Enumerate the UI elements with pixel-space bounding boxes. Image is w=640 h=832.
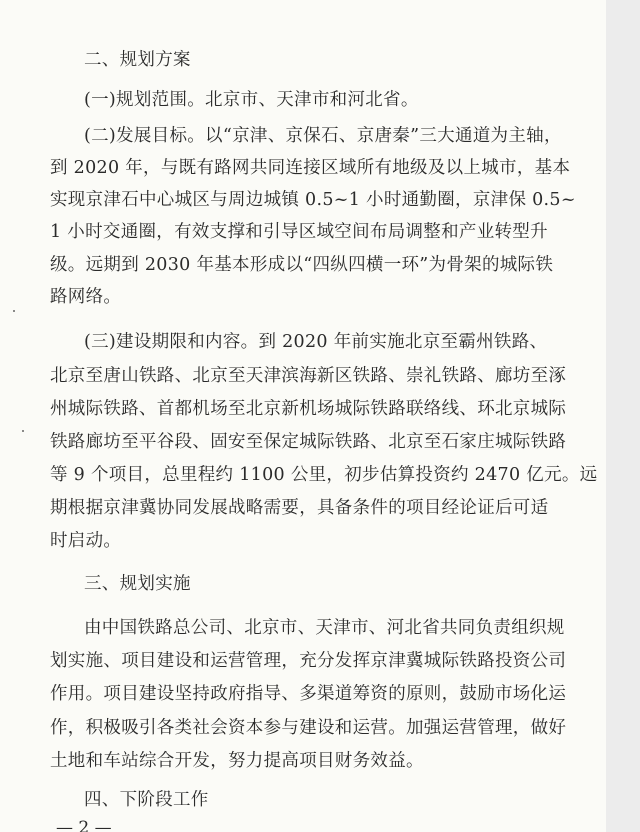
paragraph-goals-line-3: 实现京津石中心城区与周边城镇 0.5~1 小时通勤圈，京津保 0.5~	[50, 190, 576, 210]
paragraph-construction-line-3: 州城际铁路、首都机场至北京新机场城际铁路联络线、环北京城际	[50, 399, 567, 419]
paragraph-construction-line-4: 铁路廊坊至平谷段、固安至保定城际铁路、北京至石家庄城际铁路	[50, 432, 567, 452]
paragraph-goals-line-1: (二)发展目标。以“京津、京保石、京唐秦”三大通道为主轴，	[84, 126, 562, 146]
paragraph-construction-line-7: 时启动。	[50, 531, 122, 551]
paragraph-goals-line-5: 级。远期到 2030 年基本形成以“四纵四横一环”为骨架的城际铁	[50, 255, 554, 275]
scan-background-margin	[606, 0, 640, 832]
paragraph-implementation-line-5: 土地和车站综合开发，努力提高项目财务效益。	[50, 751, 424, 771]
paragraph-implementation-line-4: 作，积极吸引各类社会资本参与建设和运营。加强运营管理，做好	[50, 718, 567, 738]
section-heading-implementation: 三、规划实施	[84, 574, 191, 594]
section-heading-next-steps: 四、下阶段工作	[84, 790, 209, 810]
paragraph-implementation-line-1: 由中国铁路总公司、北京市、天津市、河北省共同负责组织规	[84, 618, 565, 638]
paragraph-construction-line-2: 北京至唐山铁路、北京至天津滨海新区铁路、崇礼铁路、廊坊至涿	[50, 366, 567, 386]
scan-speck	[22, 430, 24, 432]
paragraph-construction-line-6: 期根据京津冀协同发展战略需要，具备条件的项目经论证后可适	[50, 498, 549, 518]
paragraph-construction-line-5: 等 9 个项目，总里程约 1100 公里，初步估算投资约 2470 亿元。远	[50, 465, 598, 485]
paragraph-goals-line-4: 1 小时交通圈，有效支撑和引导区域空间布局调整和产业转型升	[50, 222, 548, 242]
paragraph-implementation-line-2: 划实施、项目建设和运营管理，充分发挥京津冀城际铁路投资公司	[50, 651, 567, 671]
paragraph-scope: (一)规划范围。北京市、天津市和河北省。	[84, 90, 419, 110]
paragraph-implementation-line-3: 作用。项目建设坚持政府指导、多渠道筹资的原则，鼓励市场化运	[50, 684, 567, 704]
scan-speck	[13, 310, 15, 312]
paragraph-goals-line-2: 到 2020 年，与既有路网共同连接区域所有地级及以上城市，基本	[50, 158, 571, 178]
paragraph-goals-line-6: 路网络。	[50, 287, 122, 307]
paragraph-construction-line-1: (三)建设期限和内容。到 2020 年前实施北京至霸州铁路、	[84, 332, 548, 352]
section-heading-plan: 二、规划方案	[84, 50, 191, 70]
page-number: — 2 —	[56, 818, 112, 832]
